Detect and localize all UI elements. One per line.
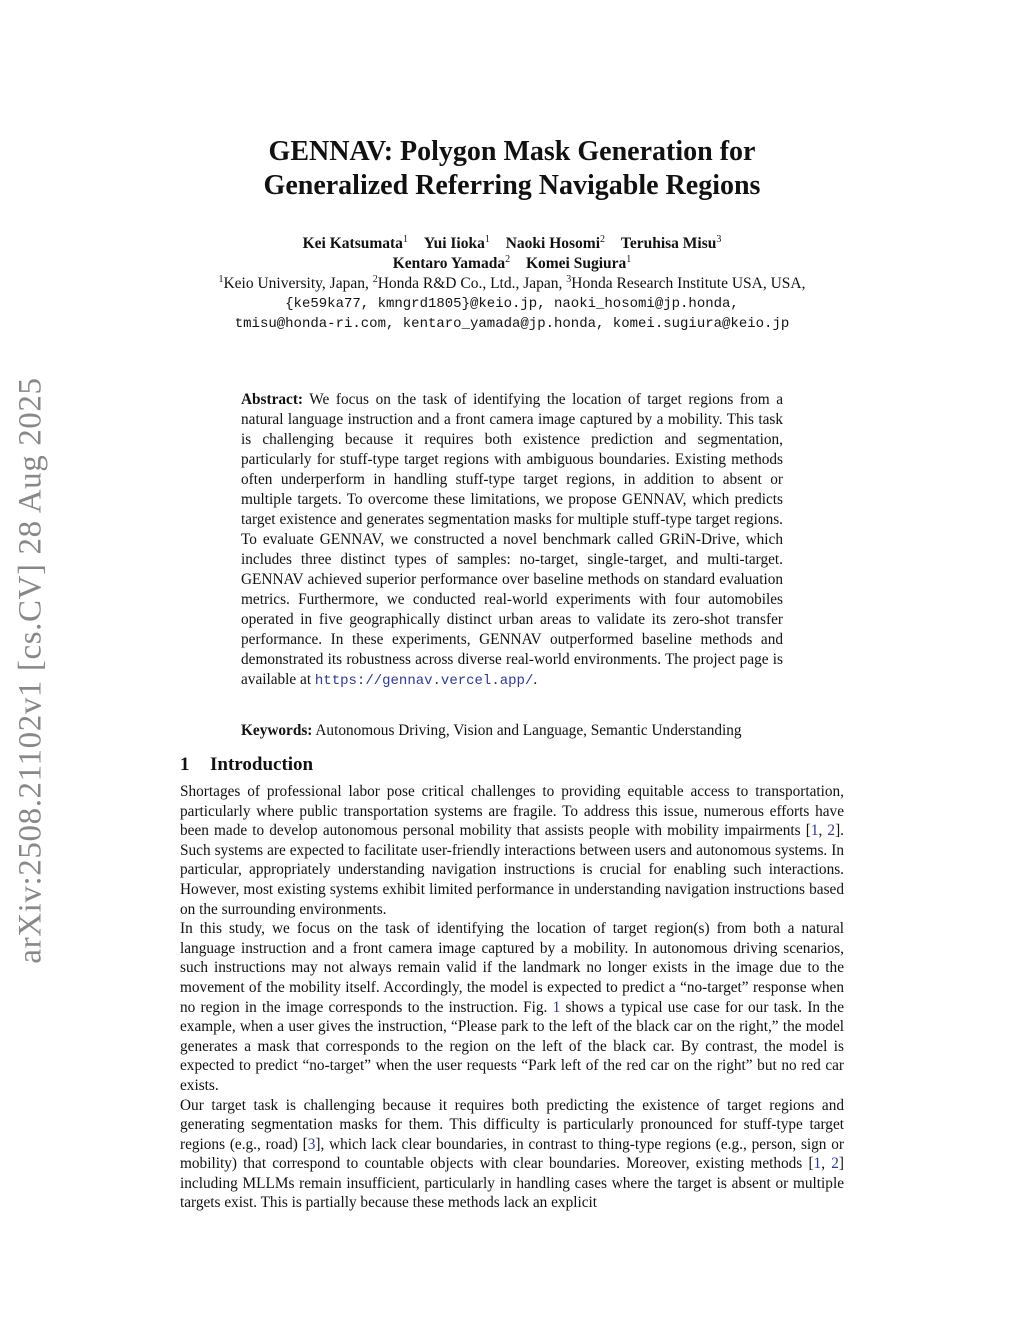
affiliation-text: Honda R&D Co., Ltd., Japan,	[377, 275, 567, 292]
author-name: Kentaro Yamada	[392, 255, 506, 272]
figure-reference-link[interactable]: 1	[552, 998, 561, 1016]
author-affiliation-mark: 2	[505, 254, 511, 265]
abstract-end: .	[533, 671, 538, 688]
author-name: Yui Iioka	[423, 235, 485, 252]
paragraph-1	[180, 782, 844, 919]
paragraph-2	[180, 919, 844, 1095]
author-name: Teruhisa Misu	[620, 235, 717, 252]
affiliation-mark: 3	[566, 274, 572, 285]
keywords	[241, 721, 783, 741]
arxiv-identifier: arXiv:2508.21102v1 [cs.CV] 28 Aug 2025	[12, 376, 49, 964]
author-name: Kei Katsumata	[302, 235, 403, 252]
title-line-2: Generalized Referring Navigable Regions	[263, 170, 761, 201]
paragraph-text: ,	[821, 1155, 832, 1173]
paragraph-text: shows a typical use case for our task. In the example, when a user gives the instruction, “Please park to the left of the black car on the right,” the model generates a mask that corresponds to the region on the left of the black car. By contrast, the model is expected to predict “no-target” when the user requests “Park left of the red car on the right” but no red car exists.	[180, 998, 844, 1094]
section-number: 1	[180, 754, 190, 775]
paragraph-text: ] including MLLMs remain insufficient, particularly in handling cases where the target is absent or multiple targets exist. This is partially because these methods lack an explicit	[180, 1155, 844, 1212]
author-row-2	[180, 254, 844, 274]
citation-link[interactable]: 2	[831, 1155, 839, 1173]
author-affiliation-mark: 1	[626, 254, 632, 265]
arxiv-side-stamp	[2, 375, 60, 965]
author-affiliation-mark: 1	[484, 234, 490, 245]
citation-link[interactable]: 3	[307, 1135, 316, 1153]
citation-link[interactable]: 1	[810, 822, 819, 840]
paragraph-text: Our target task is challenging because it requires both predicting the existence of target regions and generating segmentation masks for them. This difficulty is particularly pronounced for stuff-type target regions (e.g., road) [	[180, 1096, 844, 1153]
paragraph-text: ]. Such systems are expected to facilitate user-friendly interactions between users and autonomous systems. In particular, appropriately understanding navigation instructions is crucial for enabling such interactions. However, most existing systems exhibit limited performance in understanding navigation instructions based on the surrounding environments.	[180, 822, 844, 918]
email-line-2: tmisu@honda-ri.com, kentaro_yamada@jp.honda, komei.sugiura@keio.jp	[234, 316, 790, 332]
paragraph-text: ,	[818, 822, 828, 840]
paragraph-text: In this study, we focus on the task of identifying the location of target region(s) from both a natural language instruction and a front camera image captured by a mobility. In autonomous driving scenarios, such instructions may not always remain valid if the landmark no longer exists in the image due to the movement of the mobility itself. Accordingly, the model is expected to predict a “no-target” response when no region in the image corresponds to the instruction. Fig.	[180, 920, 844, 1016]
abstract	[241, 390, 783, 691]
author-name: Komei Sugiura	[525, 255, 627, 272]
keywords-label: Keywords:	[241, 722, 313, 739]
author-affiliation-mark: 2	[600, 234, 606, 245]
abstract-text: We focus on the task of identifying the location of target regions from a natural language instruction and a front camera image captured by a mobility. This task is challenging because it requires both existence prediction and segmentation, particularly for stuff-type target regions with ambiguous boundaries. Existing methods often underperform in handling stuff-type target regions, in addition to absent or multiple targets. To overcome these limitations, we propose GENNAV, which predicts target existence and generates segmentation masks for multiple stuff-type target regions. To evaluate GENNAV, we constructed a novel benchmark called GRiN-Drive, which includes three distinct types of samples: no-target, single-target, and multi-target. GENNAV achieved superior performance over baseline methods on standard evaluation metrics. Furthermore, we conducted real-world experiments with four automobiles operated in five geographically distinct urban areas to validate its zero-shot transfer performance. In these experiments, GENNAV outperformed baseline methods and demonstrated its robustness across diverse real-world environments. The project page is available at	[241, 391, 783, 688]
affiliation-mark: 2	[372, 274, 378, 285]
citation-link[interactable]: 1	[813, 1155, 822, 1173]
title-line-1: GENNAV: Polygon Mask Generation for	[268, 136, 756, 167]
affiliation-mark: 1	[218, 274, 224, 285]
author-block	[180, 234, 844, 334]
introduction-body	[180, 782, 844, 1213]
section-title: Introduction	[210, 754, 314, 775]
section-heading-introduction	[180, 754, 313, 776]
author-row-1	[180, 234, 844, 254]
citation-link[interactable]: 2	[827, 822, 836, 840]
paragraph-text: Shortages of professional labor pose critical challenges to providing equitable access to transportation, particularly where public transportation systems are fragile. To address this issue, numerous efforts have been made to develop autonomous personal mobility that assists people with mobility impairments [	[180, 783, 844, 840]
author-affiliation-mark: 1	[402, 234, 408, 245]
paragraph-3	[180, 1096, 844, 1214]
author-affiliation-mark: 3	[716, 234, 722, 245]
affiliation-text: Keio University, Japan,	[223, 275, 373, 292]
abstract-label: Abstract:	[241, 391, 304, 408]
paragraph-text: ], which lack clear boundaries, in contrast to thing-type regions (e.g., person, sign or mobility) that correspond to countable objects with clear boundaries. Moreover, existing methods [	[180, 1135, 844, 1173]
keywords-text: Autonomous Driving, Vision and Language, Semantic Understanding	[312, 722, 742, 739]
email-line-1: {ke59ka77, kmngrd1805}@keio.jp, naoki_hosomi@jp.honda,	[285, 296, 739, 312]
project-page-link[interactable]: https://gennav.vercel.app/	[314, 673, 534, 689]
affiliation-text: Honda Research Institute USA, USA,	[571, 275, 806, 292]
affiliations	[180, 274, 844, 294]
author-name: Naoki Hosomi	[505, 235, 601, 252]
paper-title	[180, 135, 844, 203]
